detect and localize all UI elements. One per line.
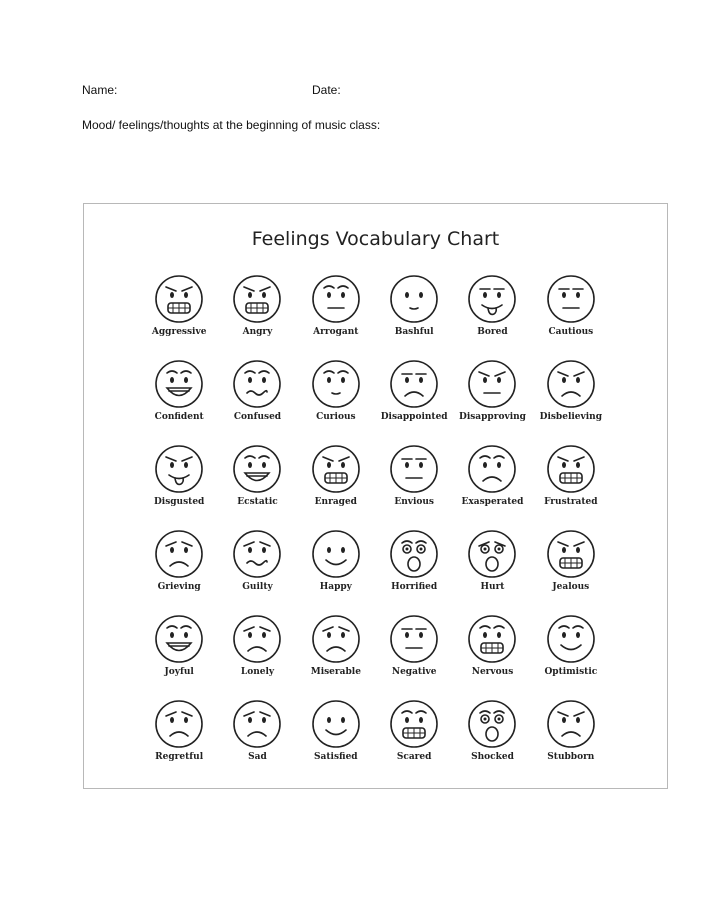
feeling-item (532, 444, 610, 529)
feeling-label: Scared (396, 752, 432, 762)
feeling-label: Optimistic (544, 667, 598, 677)
face-icon (154, 444, 204, 494)
feeling-item (297, 359, 375, 444)
feeling-item (532, 274, 610, 359)
feeling-item (297, 529, 375, 614)
feeling-item (532, 614, 610, 699)
face-icon (389, 359, 439, 409)
feeling-item (532, 529, 610, 614)
face-icon (467, 699, 517, 749)
feeling-item (140, 359, 218, 444)
face-icon (311, 614, 361, 664)
feeling-item (218, 359, 296, 444)
feeling-label: Enraged (314, 497, 357, 507)
feeling-label: Stubborn (547, 752, 595, 762)
face-icon (389, 274, 439, 324)
face-icon (546, 699, 596, 749)
feeling-item (218, 444, 296, 529)
feeling-label: Joyful (164, 667, 194, 677)
feeling-label: Angry (242, 327, 273, 337)
feeling-label: Frustrated (544, 497, 598, 507)
feeling-item (453, 359, 531, 444)
feeling-item (375, 274, 453, 359)
feeling-item (297, 444, 375, 529)
feeling-label: Bored (477, 327, 508, 337)
feeling-label: Regretful (155, 752, 204, 762)
feeling-item (375, 699, 453, 784)
feeling-label: Grieving (157, 582, 201, 592)
face-icon (546, 529, 596, 579)
feeling-item (140, 529, 218, 614)
face-icon (154, 274, 204, 324)
feeling-label: Ecstatic (237, 497, 278, 507)
feeling-label: Satisfied (314, 752, 358, 762)
feeling-item (218, 614, 296, 699)
feeling-item (140, 444, 218, 529)
feeling-label: Arrogant (313, 327, 359, 337)
face-icon (232, 699, 282, 749)
feelings-chart (83, 203, 668, 789)
face-icon (389, 614, 439, 664)
feeling-label: Bashful (394, 327, 434, 337)
feeling-item (297, 614, 375, 699)
feeling-label: Disappointed (380, 412, 448, 422)
feeling-item (140, 699, 218, 784)
face-icon (311, 529, 361, 579)
feeling-label: Confused (233, 412, 282, 422)
feeling-label: Disgusted (153, 497, 205, 507)
feeling-item (218, 699, 296, 784)
face-icon (232, 529, 282, 579)
feeling-label: Disbelieving (539, 412, 602, 422)
face-icon (311, 444, 361, 494)
face-icon (154, 529, 204, 579)
face-icon (232, 359, 282, 409)
feeling-label: Horrified (391, 582, 438, 592)
face-icon (546, 444, 596, 494)
feeling-item (453, 529, 531, 614)
feeling-label: Confident (154, 412, 204, 422)
face-icon (154, 699, 204, 749)
feeling-label: Negative (391, 667, 437, 677)
face-icon (546, 359, 596, 409)
feeling-item (453, 444, 531, 529)
feelings-grid (140, 274, 610, 784)
face-icon (311, 359, 361, 409)
feeling-label: Guilty (242, 582, 273, 592)
face-icon (467, 529, 517, 579)
feeling-item (375, 614, 453, 699)
feeling-item (218, 274, 296, 359)
face-icon (389, 529, 439, 579)
feeling-item (140, 274, 218, 359)
feeling-item (375, 359, 453, 444)
face-icon (467, 274, 517, 324)
feeling-item (453, 274, 531, 359)
date-field-label: Date: (312, 83, 341, 97)
face-icon (232, 274, 282, 324)
face-icon (154, 359, 204, 409)
feeling-label: Exasperated (461, 497, 524, 507)
face-icon (467, 359, 517, 409)
face-icon (389, 699, 439, 749)
face-icon (232, 444, 282, 494)
face-icon (232, 614, 282, 664)
feeling-item (532, 699, 610, 784)
feeling-label: Hurt (480, 582, 505, 592)
face-icon (311, 699, 361, 749)
feeling-label: Miserable (310, 667, 361, 677)
name-field-label: Name: (82, 83, 118, 97)
feeling-item (532, 359, 610, 444)
feeling-item (218, 529, 296, 614)
feeling-label: Envious (394, 497, 434, 507)
feeling-label: Nervous (471, 667, 514, 677)
face-icon (546, 274, 596, 324)
face-icon (467, 444, 517, 494)
feeling-label: Sad (248, 752, 267, 762)
feeling-item (375, 444, 453, 529)
feeling-label: Shocked (471, 752, 514, 762)
feeling-item (297, 274, 375, 359)
mood-prompt: Mood/ feelings/thoughts at the beginning of music class: (82, 118, 381, 132)
feeling-label: Aggressive (151, 327, 207, 337)
feeling-item (375, 529, 453, 614)
face-icon (546, 614, 596, 664)
face-icon (311, 274, 361, 324)
feeling-label: Lonely (240, 667, 275, 677)
chart-title: Feelings Vocabulary Chart (251, 228, 500, 250)
feeling-item (453, 699, 531, 784)
feeling-label: Cautious (548, 327, 594, 337)
feeling-label: Jealous (552, 582, 590, 592)
feeling-label: Happy (319, 582, 352, 592)
feeling-item (453, 614, 531, 699)
face-icon (467, 614, 517, 664)
face-icon (154, 614, 204, 664)
feeling-item (140, 614, 218, 699)
feeling-label: Disapproving (459, 412, 526, 422)
feeling-item (297, 699, 375, 784)
face-icon (389, 444, 439, 494)
feeling-label: Curious (316, 412, 356, 422)
